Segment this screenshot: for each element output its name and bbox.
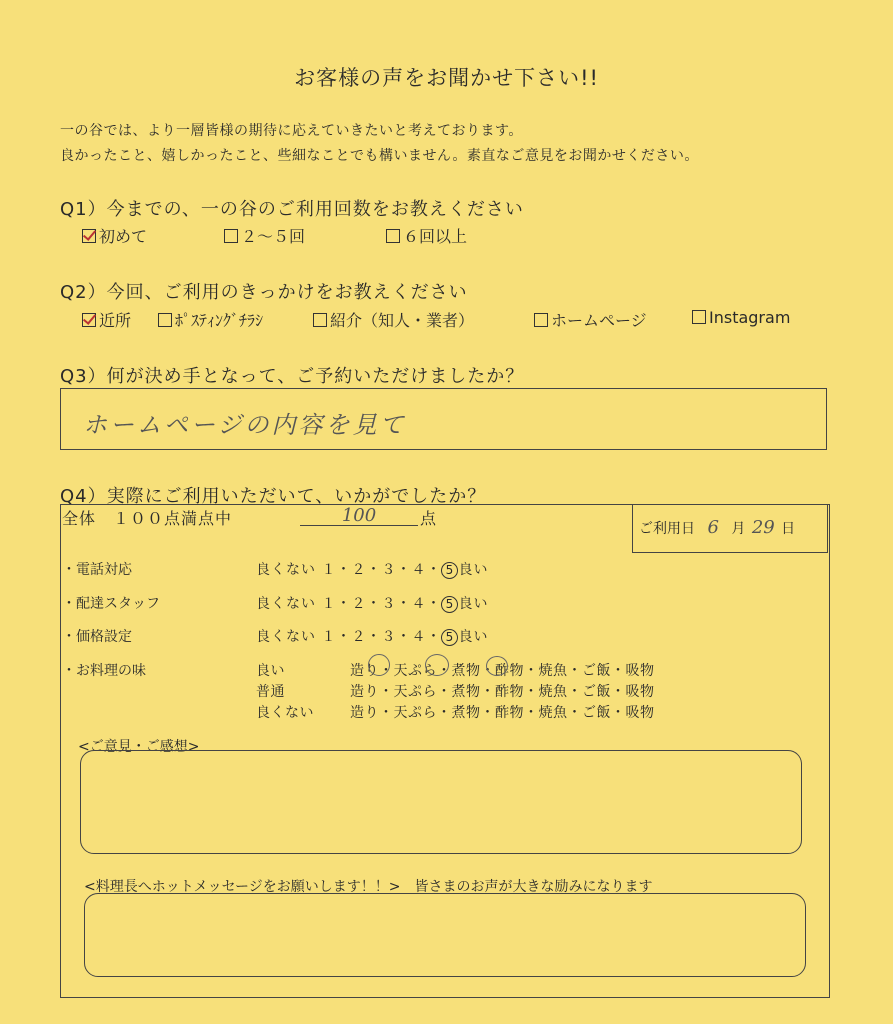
overall-score-label: 全体 １００点満点中 bbox=[62, 509, 233, 528]
chef-message-field[interactable] bbox=[84, 893, 806, 977]
checkbox-icon[interactable] bbox=[386, 229, 400, 243]
circled-5-icon[interactable]: 5 bbox=[441, 596, 458, 613]
food-items-good[interactable]: 造り・天ぷら・煮物・酢物・焼魚・ご飯・吸物 bbox=[350, 663, 655, 679]
form-title: お客様の声をお聞かせ下さい!! bbox=[294, 66, 599, 90]
checkbox-icon[interactable] bbox=[224, 229, 238, 243]
q2-question: Q2）今回、ご利用のきっかけをお教えください bbox=[60, 282, 468, 303]
checked-checkbox-icon[interactable] bbox=[82, 229, 96, 243]
comments-label: <ご意見・ご感想> bbox=[78, 739, 200, 755]
q2-option-neighborhood[interactable]: 近所 bbox=[82, 308, 131, 331]
usage-month-value: 6 bbox=[707, 517, 719, 538]
food-items-normal[interactable]: 造り・天ぷら・煮物・酢物・焼魚・ご飯・吸物 bbox=[350, 684, 655, 700]
food-grade-normal: 普通 bbox=[256, 684, 285, 700]
overall-score-unit: 点 bbox=[420, 509, 437, 528]
intro-line-1: 一の谷では、より一層皆様の期待に応えていきたいと考えております。 bbox=[60, 123, 523, 139]
q2-option-flyer[interactable]: ﾎﾟｽﾃｨﾝｸﾞﾁﾗｼ bbox=[158, 308, 263, 331]
q3-answer-box[interactable] bbox=[60, 388, 827, 450]
q2-option-homepage[interactable]: ホームページ bbox=[534, 308, 647, 331]
q4-question: Q4）実際にご利用いただいて、いかがでしたか？ bbox=[60, 486, 487, 507]
checkbox-icon[interactable] bbox=[313, 313, 327, 327]
usage-date-box[interactable] bbox=[632, 504, 828, 553]
checkbox-icon[interactable] bbox=[158, 313, 172, 327]
food-items-bad[interactable]: 造り・天ぷら・煮物・酢物・焼魚・ご飯・吸物 bbox=[350, 705, 655, 721]
checkbox-icon[interactable] bbox=[534, 313, 548, 327]
overall-score-value: 100 bbox=[341, 505, 377, 526]
circled-mark-icon bbox=[486, 656, 508, 676]
circled-mark-icon bbox=[425, 654, 449, 676]
rating-scale-phone[interactable]: 良くない １・２・３・４・ 5 良い bbox=[256, 562, 489, 578]
usage-month-unit: 月 bbox=[731, 521, 746, 537]
rating-scale-price[interactable]: 良くない １・２・３・４・ 5 良い bbox=[256, 629, 489, 645]
circled-5-icon[interactable]: 5 bbox=[441, 629, 458, 646]
q1-question: Q1）今までの、一の谷のご利用回数をお教えください bbox=[60, 199, 524, 220]
q1-option-2-5[interactable]: ２～５回 bbox=[224, 224, 305, 247]
usage-date-label: ご利用日 bbox=[639, 521, 695, 537]
comments-field[interactable] bbox=[80, 750, 802, 854]
q1-option-first[interactable]: 初めて bbox=[82, 224, 147, 247]
food-taste-label: ・お料理の味 bbox=[62, 663, 146, 679]
q1-option-6plus[interactable]: ６回以上 bbox=[386, 224, 467, 247]
usage-day-value: 29 bbox=[751, 517, 775, 538]
q3-answer-text: ホームページの内容を見て bbox=[83, 411, 407, 439]
intro-line-2: 良かったこと、嬉しかったこと、些細なことでも構いません。素直なご意見をお聞かせください。 bbox=[60, 148, 699, 164]
chef-message-label: <料理長へホットメッセージをお願いします！！> 皆さまのお声が大きな励みになります bbox=[84, 879, 653, 895]
q2-option-instagram[interactable]: Instagram bbox=[692, 308, 790, 327]
rating-scale-delivery[interactable]: 良くない １・２・３・４・ 5 良い bbox=[256, 596, 489, 612]
overall-score-field[interactable] bbox=[300, 505, 418, 526]
rating-label-phone: ・電話対応 bbox=[62, 562, 132, 578]
usage-day-unit: 日 bbox=[781, 521, 796, 537]
q2-option-referral[interactable]: 紹介（知人・業者） bbox=[313, 308, 474, 331]
circled-mark-icon bbox=[368, 654, 390, 676]
food-grade-bad: 良くない bbox=[256, 705, 314, 721]
rating-label-delivery: ・配達スタッフ bbox=[62, 596, 160, 612]
food-grade-good: 良い bbox=[256, 663, 285, 679]
rating-label-price: ・価格設定 bbox=[62, 629, 132, 645]
circled-5-icon[interactable]: 5 bbox=[441, 562, 458, 579]
checkbox-icon[interactable] bbox=[692, 310, 706, 324]
q3-question: Q3）何が決め手となって、ご予約いただけましたか？ bbox=[60, 366, 525, 387]
checked-checkbox-icon[interactable] bbox=[82, 313, 96, 327]
